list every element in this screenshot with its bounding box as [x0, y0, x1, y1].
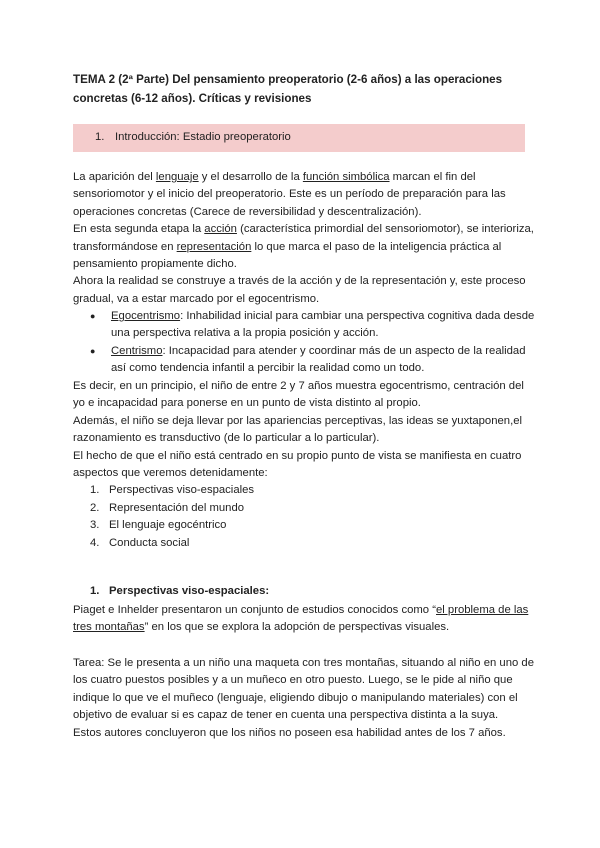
term-lenguaje: lenguaje — [155, 171, 199, 183]
text-line: En esta segunda etapa la acción (característica primordial del sensoriomotor), se interioriza, — [73, 223, 534, 236]
list-item: 4. Conducta social — [90, 536, 190, 549]
bullet-text: Egocentrismo: Inhabilidad inicial para cambiar una perspectiva cognitiva dada desde una perspectiva relativa a la propia posición y acción. — [111, 310, 535, 340]
paragraph-intro — [73, 169, 534, 308]
section-number: 1. — [90, 585, 100, 597]
term-egocentrismo: Egocentrismo — [111, 310, 181, 322]
bullet-text: Centrismo: Incapacidad para atender y coordinar más de un aspecto de la realidad así como tendencia infantil a percibir la realidad como un todo. — [111, 345, 526, 375]
text-line: sensoriomotor y el inicio del preoperatorio. Este es un período de preparación para las — [73, 188, 506, 201]
section-label: Perspectivas viso-espaciales: — [109, 585, 270, 597]
text-line: razonamiento es transductivo (de lo particular a lo particular). — [73, 432, 380, 445]
text-line: El hecho de que el niño está centrado en su propio punto de vista se manifiesta en cuatro — [73, 449, 522, 462]
list-item: 2. Representación del mundo — [90, 501, 245, 514]
term-representacion: representación — [176, 240, 252, 253]
paragraph-tarea — [73, 655, 534, 742]
text-line: Además, el niño se deja llevar por las apariencias perceptivas, las ideas se yuxtaponen,el — [73, 414, 522, 427]
term-accion: acción — [204, 223, 237, 236]
text-line: yo e incapacidad para ponerse en un punto de vista distinto al propio. — [73, 397, 421, 410]
text-line: gradual, va a estar marcado por el egocentrismo. — [73, 292, 320, 305]
section-number: 1. — [95, 131, 105, 143]
list-item: 1. Perspectivas viso-espaciales — [90, 484, 255, 496]
numbered-list — [90, 482, 490, 552]
list-item: 3. El lenguaje egocéntrico — [90, 519, 227, 532]
text-line: aspectos que veremos detenidamente: — [73, 467, 268, 480]
term-funcion-simbolica: función simbólica — [302, 171, 390, 183]
term-problema-tres-montanas: el problema de las — [436, 604, 529, 616]
title-line-1: TEMA 2 (2ª Parte) Del pensamiento preoperatorio (2-6 años) a las operaciones — [73, 73, 503, 86]
section-heading-introduccion — [73, 124, 525, 152]
text-line: Es decir, en un principio, el niño de entre 2 y 7 años muestra egocentrismo, centración del — [73, 380, 524, 392]
page-title — [73, 71, 543, 108]
text-line: La aparición del lenguaje y el desarrollo de la función simbólica marcan el fin del — [73, 171, 476, 183]
text-line: Ahora la realidad se construye a través de la acción y de la representación y, este proceso — [73, 275, 526, 288]
text-line: Tarea: Se le presenta a un niño una maqueta con tres montañas, situando al niño en uno de — [73, 657, 534, 669]
text-line: transformándose en representación lo que marca el paso de la inteligencia práctica al — [73, 240, 502, 253]
paragraph-egocentrismo — [73, 378, 528, 482]
section-label: Introducción: Estadio preoperatorio — [115, 131, 291, 143]
title-line-2: concretas (6-12 años). Críticas y revisiones — [73, 91, 312, 105]
text-line: indique lo que ve el muñeco (lenguaje, eligiendo dibujo o manipulando materiales) con el — [73, 691, 518, 704]
text-line: Piaget e Inhelder presentaron un conjunto de estudios conocidos como “el problema de las — [73, 604, 529, 616]
bullet-dot-icon: ● — [90, 311, 96, 321]
text-line: tres montañas” en los que se explora la adopción de perspectivas visuales. — [73, 621, 450, 634]
text-line: los cuatro puestos posibles y a un muñeco en otro puesto. Luego, se le pide al niño que — [73, 674, 513, 687]
bullet-dot-icon: ● — [90, 346, 96, 356]
paragraph-tres-montanas — [73, 602, 528, 637]
term-centrismo: Centrismo — [111, 345, 163, 357]
text-line: operaciones concretas (Carece de reversibilidad y descentralización). — [73, 205, 422, 218]
text-line: objetivo de evaluar si es capaz de tener en cuenta una perspectiva distinta a la suya. — [73, 709, 499, 722]
text-line: pensamiento propiamente dicho. — [73, 258, 237, 271]
term-tres-montanas: tres montañas — [73, 621, 145, 634]
text-line: Estos autores concluyeron que los niños no poseen esa habilidad antes de los 7 años. — [73, 726, 506, 739]
